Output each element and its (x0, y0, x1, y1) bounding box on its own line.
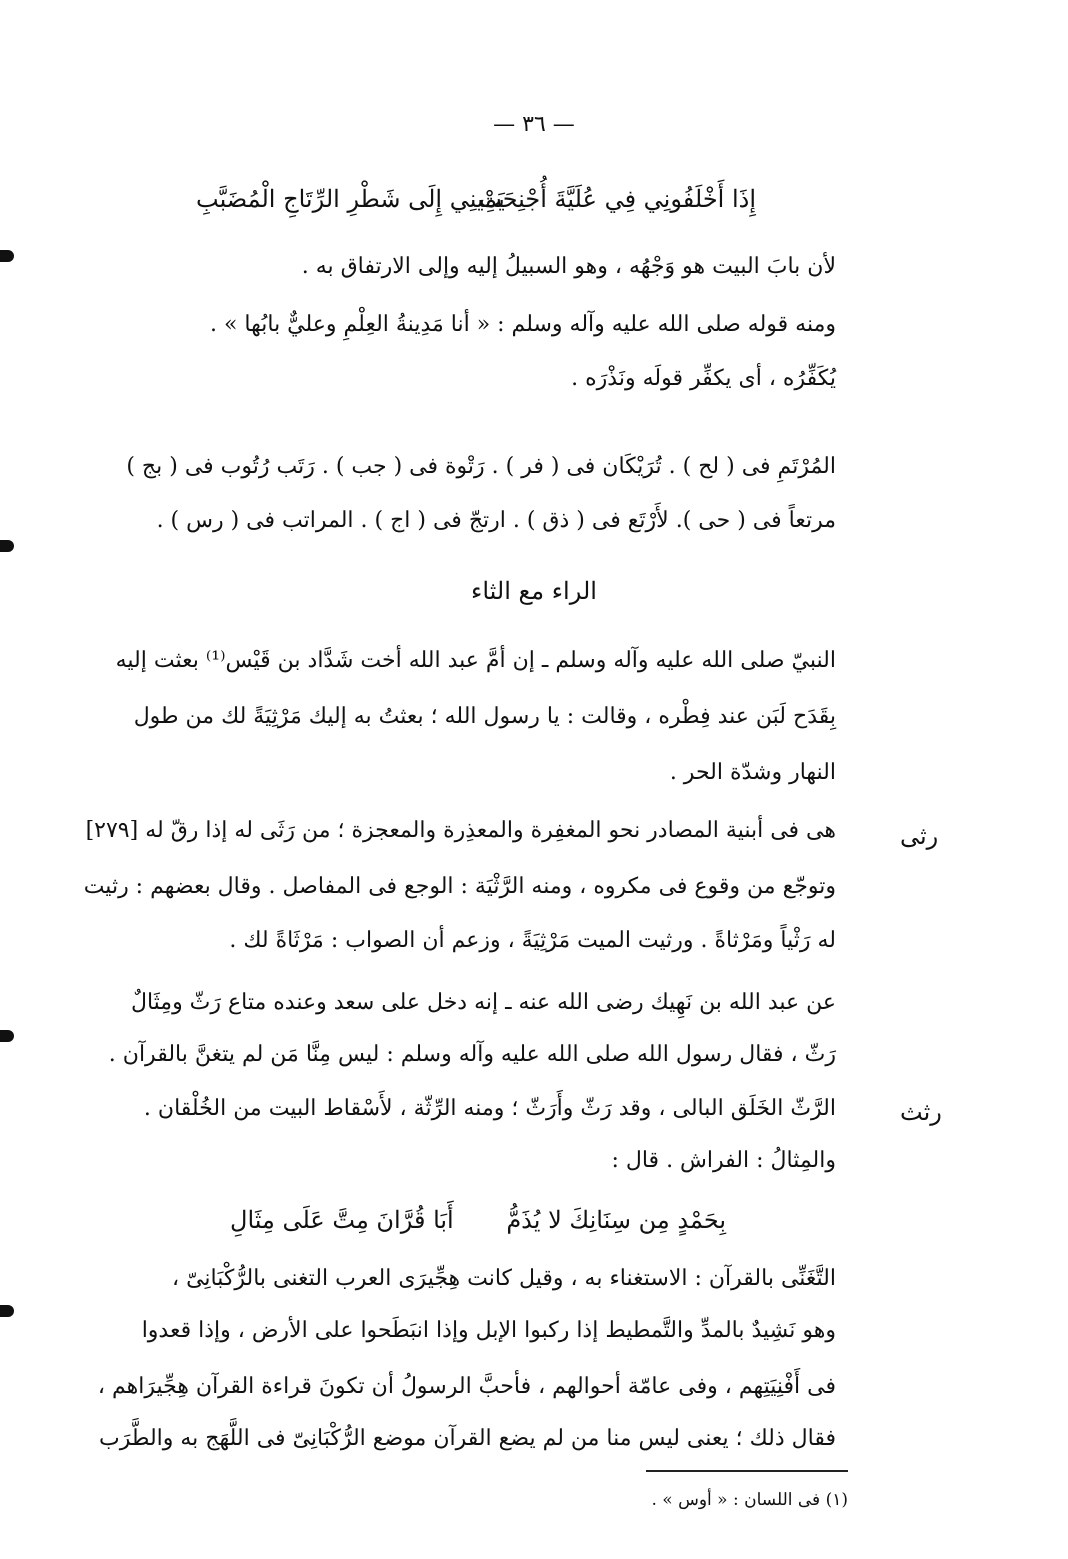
text-line: فقال ذلك ؛ يعنى ليس منا من لم يضع القرآن موضع الرُّكْبَانِىّ فى اللَّهَج به والطَّرَب (99, 1426, 836, 1451)
footnote-rule (646, 1470, 848, 1472)
text-line: بِقَدَح لَبَن عند فِطْره ، وقالت : يا رسول الله ؛ بعثتُ به إليك مَرْثِيَةً لك من طول (133, 704, 836, 729)
text-line: ومنه قوله صلى الله عليه وآله وسلم : « أنا مَدِينةُ العِلْمِ وعليٌّ بابُها » . (209, 312, 836, 337)
binding-mark (0, 250, 14, 262)
side-word-rathy: رثى (900, 822, 939, 850)
text-line: هى فى أبنية المصادر نحو المغفِرة والمعذِرة والمعجزة ؛ من رَثَى له إذا رقّ له [٢٧٩] (85, 818, 836, 843)
verse1-first-half: إِذَا أَخْلَفُونِي فِي عُلَيَّةَ أُجْنِحَتْ (479, 185, 756, 213)
section-heading: الراء مع الثاء (471, 577, 597, 605)
binding-mark (0, 1305, 14, 1317)
binding-mark (0, 540, 14, 552)
verse2-second-half: أَبَا قُرَّانَ مِتَّ عَلَى مِثَالِ (230, 1206, 454, 1234)
binding-mark (0, 1030, 14, 1042)
text-line: لأن بابَ البيت هو وَجْهُه ، وهو السبيلُ إليه وإلى الارتفاق به . (301, 254, 836, 279)
text-line: رَثّ ، فقال رسول الله صلى الله عليه وآله وسلم : ليس مِنَّا مَن لم يتغنَّ بالقرآن . (108, 1042, 836, 1067)
verse1-second-half: يَمِينِي إِلَى شَطْرِ الرِّتَاجِ الْمُضَبَّبِ (196, 185, 505, 213)
text-line: والمِثالُ : الفراش . قال : (611, 1148, 836, 1173)
text-line: النهار وشدّة الحر . (669, 760, 836, 785)
text-line: فى أَفْنِيَتِهم ، وفى عامّة أحوالهم ، فأحبَّ الرسولُ أن تكونَ قراءة القرآن هِجِّيرَاهم ، (97, 1374, 836, 1399)
text-line: وتوجّع من وقوع فى مكروه ، ومنه الرَّثْيَة : الوجع فى المفاصل . وقال بعضهم : رثيت (83, 874, 836, 899)
text-line: يُكَفِّرُه ، أى يكفِّر قولَه ونَذْرَه . (571, 366, 836, 391)
text-line: التَّغَنِّى بالقرآن : الاستغناء به ، وقيل كانت هِجِّيرَى العرب التغنى بالرُّكْبَانِىّ ، (172, 1266, 836, 1291)
text-line: وهو نَشِيدٌ بالمدِّ والتَّمطيط إذا ركبوا الإبل وإذا انبَطَحوا على الأرض ، وإذا قعدوا (141, 1318, 836, 1343)
crossref-line: مرتعاً فى ( حى ). لأَرْتَع فى ( ذق ) . ارتجّ فى ( اج ) . المراتب فى ( رس ) . (156, 508, 836, 533)
page-number: — ٣٦ — (493, 112, 575, 137)
text-line: النبيّ صلى الله عليه وآله وسلم ـ إن أمَّ عبد الله أخت شَدَّاد بن قَيْس⁽¹⁾ بعثت إليه (115, 648, 836, 673)
side-word-rathth: رثث (900, 1098, 942, 1126)
crossref-line: المُرْتَمِ فى ( لح ) . تُرَيْكَان فى ( فر ) . رَتْوة فى ( جب ) . رَتَب رُتُوب فى ( بج ) (126, 454, 836, 479)
footnote: (١) فى اللسان : « أوس » . (651, 1490, 848, 1510)
verse2-first-half: بِحَمْدٍ مِن سِنَانِكَ لا يُذَمُّ (506, 1206, 726, 1234)
text-line: له رَثْياً ومَرْثاةً . ورثيت الميت مَرْثِيَةً ، وزعم أن الصواب : مَرْثَاةً لك . (229, 928, 836, 953)
text-line: الرَّثّ الخَلَق البالى ، وقد رَثّ وأَرَثّ ؛ ومنه الرِّثّة ، لأَسْقاط البيت من الخُلْقان . (143, 1096, 836, 1121)
text-line: عن عبد الله بن نَهِيك رضى الله عنه ـ إنه دخل على سعد وعنده متاع رَثّ ومِثَالٌ (130, 990, 836, 1015)
